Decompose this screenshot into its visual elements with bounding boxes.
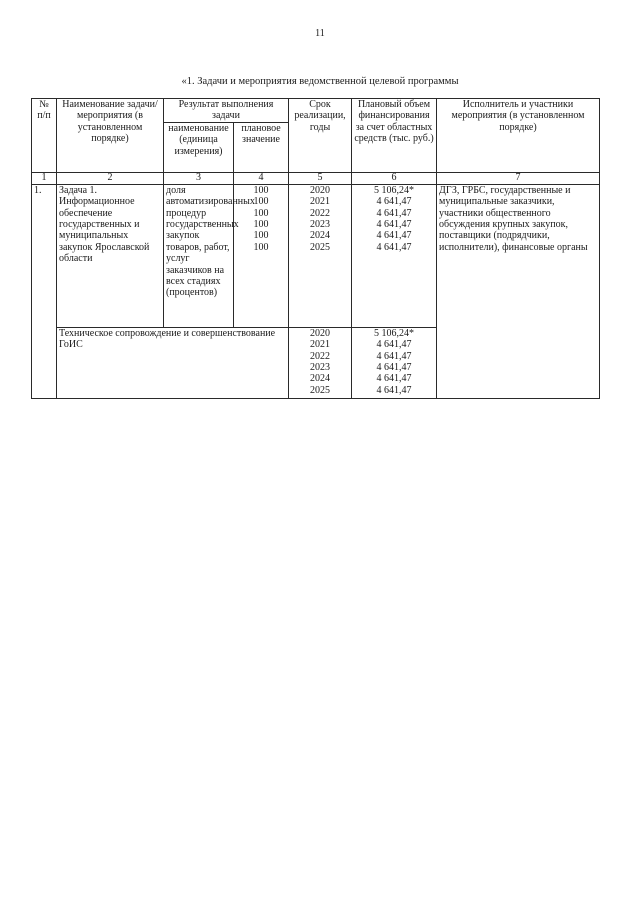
column-number: 3 [164,172,234,184]
result-value: 100 [253,196,269,208]
header-result-value: плановое значение [234,122,289,172]
funding-amount: 4 641,47 [376,384,412,396]
result-value: 100 [253,207,269,219]
header-row [32,99,600,123]
funding-amount: 4 641,47 [376,207,412,219]
column-number: 2 [57,172,164,184]
header-name: Наименование задачи/ мероприятия (в установленном порядке) [57,99,164,173]
activity-number-cell [32,327,57,398]
year: 2024 [310,373,330,385]
year: 2021 [310,196,330,208]
result-value: 100 [253,219,269,231]
activity-years [289,327,352,398]
funding-amount: 5 106,24* [374,184,414,196]
task-result-name: доля автоматизированных процедур государственных закупок товаров, работ, услуг заказчиков на всех стадиях (процентов) [164,184,234,327]
year: 2025 [310,384,330,396]
column-number: 4 [234,172,289,184]
task-years [289,184,352,327]
funding-amount: 4 641,47 [376,339,412,351]
year: 2020 [310,327,330,339]
funding-amount: 4 641,47 [376,230,412,242]
year: 2020 [310,184,330,196]
header-no: № п/п [32,99,57,173]
activity-funding [352,327,437,398]
header-funding: Плановый объем финансирования за счет областных средств (тыс. руб.) [352,99,437,173]
column-number-row [32,172,600,184]
activity-name: Техническое сопровождение и совершенствование ГоИС [57,327,289,398]
year: 2023 [310,362,330,374]
year: 2022 [310,350,330,362]
header-term: Срок реализации, годы [289,99,352,173]
page-number: 11 [315,28,325,39]
task-name: Задача 1. Информационное обеспечение государственных и муниципальных закупок Ярославской области [57,184,164,327]
funding-amount: 5 106,24* [374,327,414,339]
funding-amount: 4 641,47 [376,219,412,231]
document-title: «1. Задачи и мероприятия ведомственной целевой программы [181,76,459,87]
funding-amount: 4 641,47 [376,241,412,253]
task-funding [352,184,437,327]
task-row [32,184,600,327]
result-value: 100 [253,241,269,253]
tasks-table [31,98,600,399]
funding-amount: 4 641,47 [376,350,412,362]
year: 2022 [310,207,330,219]
funding-amount: 4 641,47 [376,196,412,208]
column-number: 5 [289,172,352,184]
header-result-name: наименование (единица измерения) [164,122,234,172]
result-value: 100 [253,184,269,196]
year: 2021 [310,339,330,351]
header-result: Результат выполнения задачи [164,99,289,123]
column-number: 6 [352,172,437,184]
funding-amount: 4 641,47 [376,373,412,385]
year: 2025 [310,241,330,253]
task-executor: ДГЗ, ГРБС, государственные и муниципальные заказчики, участники общественного обсуждения крупных закупок, поставщики (подрядчики, исполнители), финансовые органы [437,184,600,398]
funding-amount: 4 641,47 [376,362,412,374]
column-number: 7 [437,172,600,184]
result-value: 100 [253,230,269,242]
year: 2023 [310,219,330,231]
column-number: 1 [32,172,57,184]
task-number: 1. [32,184,57,327]
header-executor: Исполнитель и участники мероприятия (в установленном порядке) [437,99,600,173]
year: 2024 [310,230,330,242]
